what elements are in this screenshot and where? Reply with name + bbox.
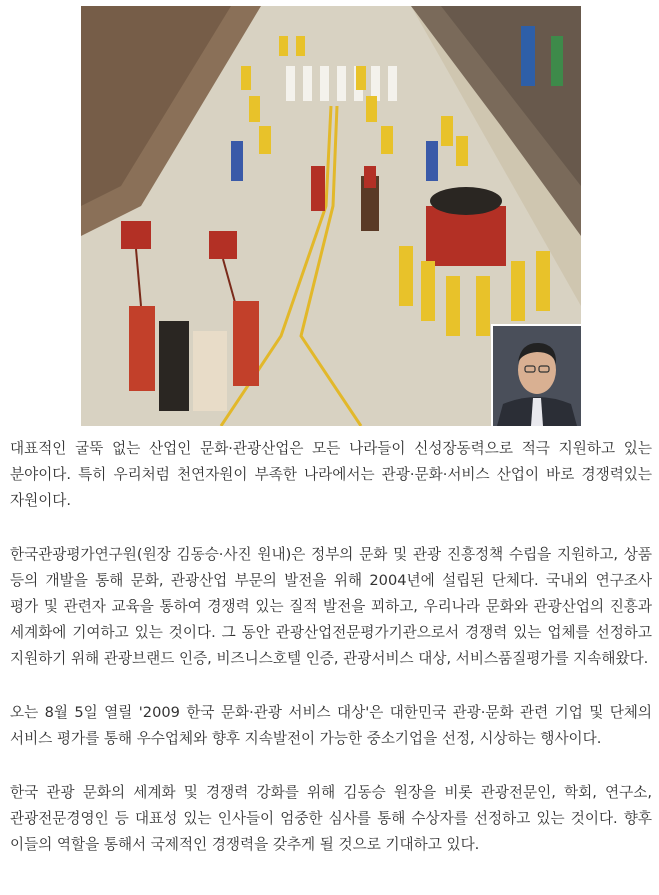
article-body	[10, 436, 652, 886]
parade-photo	[81, 6, 581, 426]
paragraph: 오는 8월 5일 열릴 '2009 한국 문화·관광 서비스 대상'은 대한민국 관광·문화 관련 기업 및 단체의 서비스 평가를 통해 우수업체와 향후 지속발전이 가능한 중소기업을 선정, 시상하는 행사이다.	[10, 704, 652, 747]
paragraph: 한국관광평가연구원(원장 김동승·사진 원내)은 정부의 문화 및 관광 진흥정책 수립을 지원하고, 상품 등의 개발을 통해 문화, 관광산업 부문의 발전을 위해 2004년에 설립된 단체다. 국내외 연구조사 평가 및 관련자 교육을 통하여 경쟁력 있는 질적 발전을 꾀하고, 우리나라 문화와 관광산업의 진흥과 세계화에 기여하고 있는 것이다. 그 동안 관광산업전문평가기관으로서 경쟁력 있는 업체를 선정하고 지원하기 위해 관광브랜드 인증, 비즈니스호텔 인증, 관광서비스 대상, 서비스품질평가를 지속해왔다.	[10, 546, 652, 667]
paragraph: 대표적인 굴뚝 없는 산업인 문화·관광산업은 모든 나라들이 신성장동력으로 적극 지원하고 있는 분야이다. 특히 우리처럼 천연자원이 부족한 나라에서는 관광·문화·서비스 산업이 바로 경쟁력있는 자원이다.	[10, 440, 652, 509]
portrait-photo	[491, 324, 581, 426]
portrait-illustration	[493, 326, 581, 426]
paragraph: 한국 관광 문화의 세계화 및 경쟁력 강화를 위해 김동승 원장을 비롯 관광전문인, 학회, 연구소, 관광전문경영인 등 대표성 있는 인사들이 엄중한 심사를 통해 수상자를 선정하고 있는 것이다. 향후 이들의 역할을 통해서 국제적인 경쟁력을 갖추게 될 것으로 기대하고 있다.	[10, 784, 652, 853]
